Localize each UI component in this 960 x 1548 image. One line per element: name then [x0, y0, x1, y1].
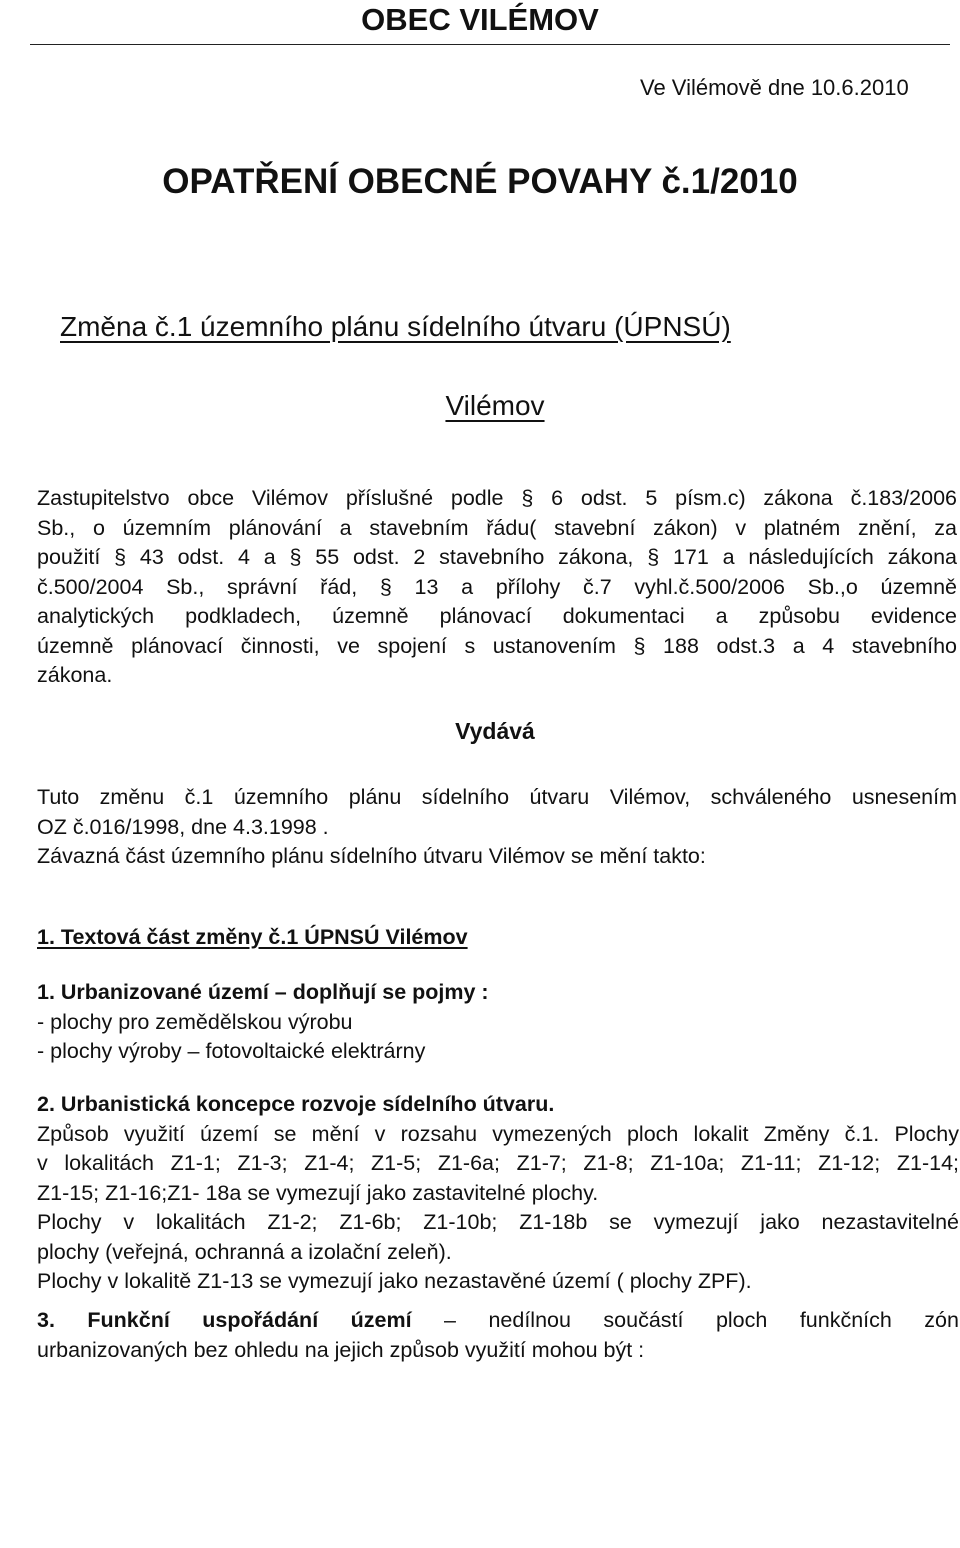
date-line: Ve Vilémově dne 10.6.2010	[640, 75, 909, 100]
section-2-line: Plochy v lokalitách Z1-2; Z1-6b; Z1-10b; Z1-18b se vymezují jako nezastavitelné	[37, 1210, 959, 1234]
list-item: - plochy pro zemědělskou výrobu	[37, 1009, 353, 1034]
section-2-line: Plochy v lokalitě Z1-13 se vymezují jako nezastavěné území ( plochy ZPF).	[37, 1269, 752, 1293]
section-2-line: v lokalitách Z1-1; Z1-3; Z1-4; Z1-5; Z1-6a; Z1-7; Z1-8; Z1-10a; Z1-11; Z1-12; Z1-14;	[37, 1151, 959, 1175]
section-2-line: Způsob využití území se mění v rozsahu vymezených ploch lokalit Změny č.1. Plochy	[37, 1121, 959, 1146]
document-subtitle-place: Vilémov	[445, 390, 545, 421]
section-2	[37, 1090, 959, 1297]
section-2-heading: 2. Urbanistická koncepce rozvoje sídelního útvaru.	[37, 1092, 555, 1116]
issue-line: Tuto změnu č.1 územního plánu sídelního útvaru Vilémov, schváleného usnesením	[37, 785, 957, 809]
section-1-heading: 1. Textová část změny č.1 ÚPNSÚ Vilémov	[37, 925, 468, 949]
document-title: OPATŘENÍ OBECNÉ POVAHY č.1/2010	[162, 162, 798, 201]
intro-line: č.500/2004 Sb., správní řád, § 13 a přílohy č.7 vyhl.č.500/2006 Sb.,o územně	[37, 574, 957, 599]
municipality-title: OBEC VILÉMOV	[361, 2, 599, 37]
issue-paragraph	[37, 783, 957, 872]
intro-line: použití § 43 odst. 4 a § 55 odst. 2 stavebního zákona, § 171 a následujících zákona	[37, 545, 957, 569]
intro-line: územně plánovací činnosti, ve spojení s ustanovením § 188 odst.3 a 4 stavebního	[37, 633, 957, 658]
intro-paragraph	[37, 484, 957, 691]
section-3-heading: 3. Funkční uspořádání území	[37, 1308, 412, 1332]
issue-line: OZ č.016/1998, dne 4.3.1998 .	[37, 814, 329, 839]
intro-line: Zastupitelstvo obce Vilémov příslušné podle § 6 odst. 5 písm.c) zákona č.183/2006	[37, 486, 957, 510]
intro-line: analytických podkladech, územně plánovací dokumentaci a způsobu evidence	[37, 604, 957, 628]
issue-line: Závazná část územního plánu sídelního útvaru Vilémov se mění takto:	[37, 844, 706, 868]
section-1-body	[37, 978, 937, 1067]
intro-line: zákona.	[37, 663, 113, 687]
vydava-heading: Vydává	[455, 718, 535, 744]
document-subtitle: Změna č.1 územního plánu sídelního útvaru (ÚPNSÚ)	[60, 311, 731, 342]
list-item: - plochy výroby – fotovoltaické elektrárny	[37, 1039, 426, 1063]
section-3-line1-rest: – nedílnou součástí ploch funkčních zón	[444, 1308, 959, 1332]
section-3	[37, 1306, 959, 1365]
section-2-line: Z1-15; Z1-16;Z1- 18a se vymezují jako zastavitelné plochy.	[37, 1180, 599, 1205]
intro-line: Sb., o územním plánování a stavebním řádu( stavební zákon) v platném znění, za	[37, 515, 957, 540]
section-3-line: urbanizovaných bez ohledu na jejich způsob využití mohou být :	[37, 1337, 645, 1362]
section-1-subheading: 1. Urbanizované území – doplňují se pojmy :	[37, 980, 489, 1004]
header-divider	[30, 44, 950, 45]
section-3-line	[37, 1306, 959, 1336]
section-2-line: plochy (veřejná, ochranná a izolační zeleň).	[37, 1239, 452, 1264]
